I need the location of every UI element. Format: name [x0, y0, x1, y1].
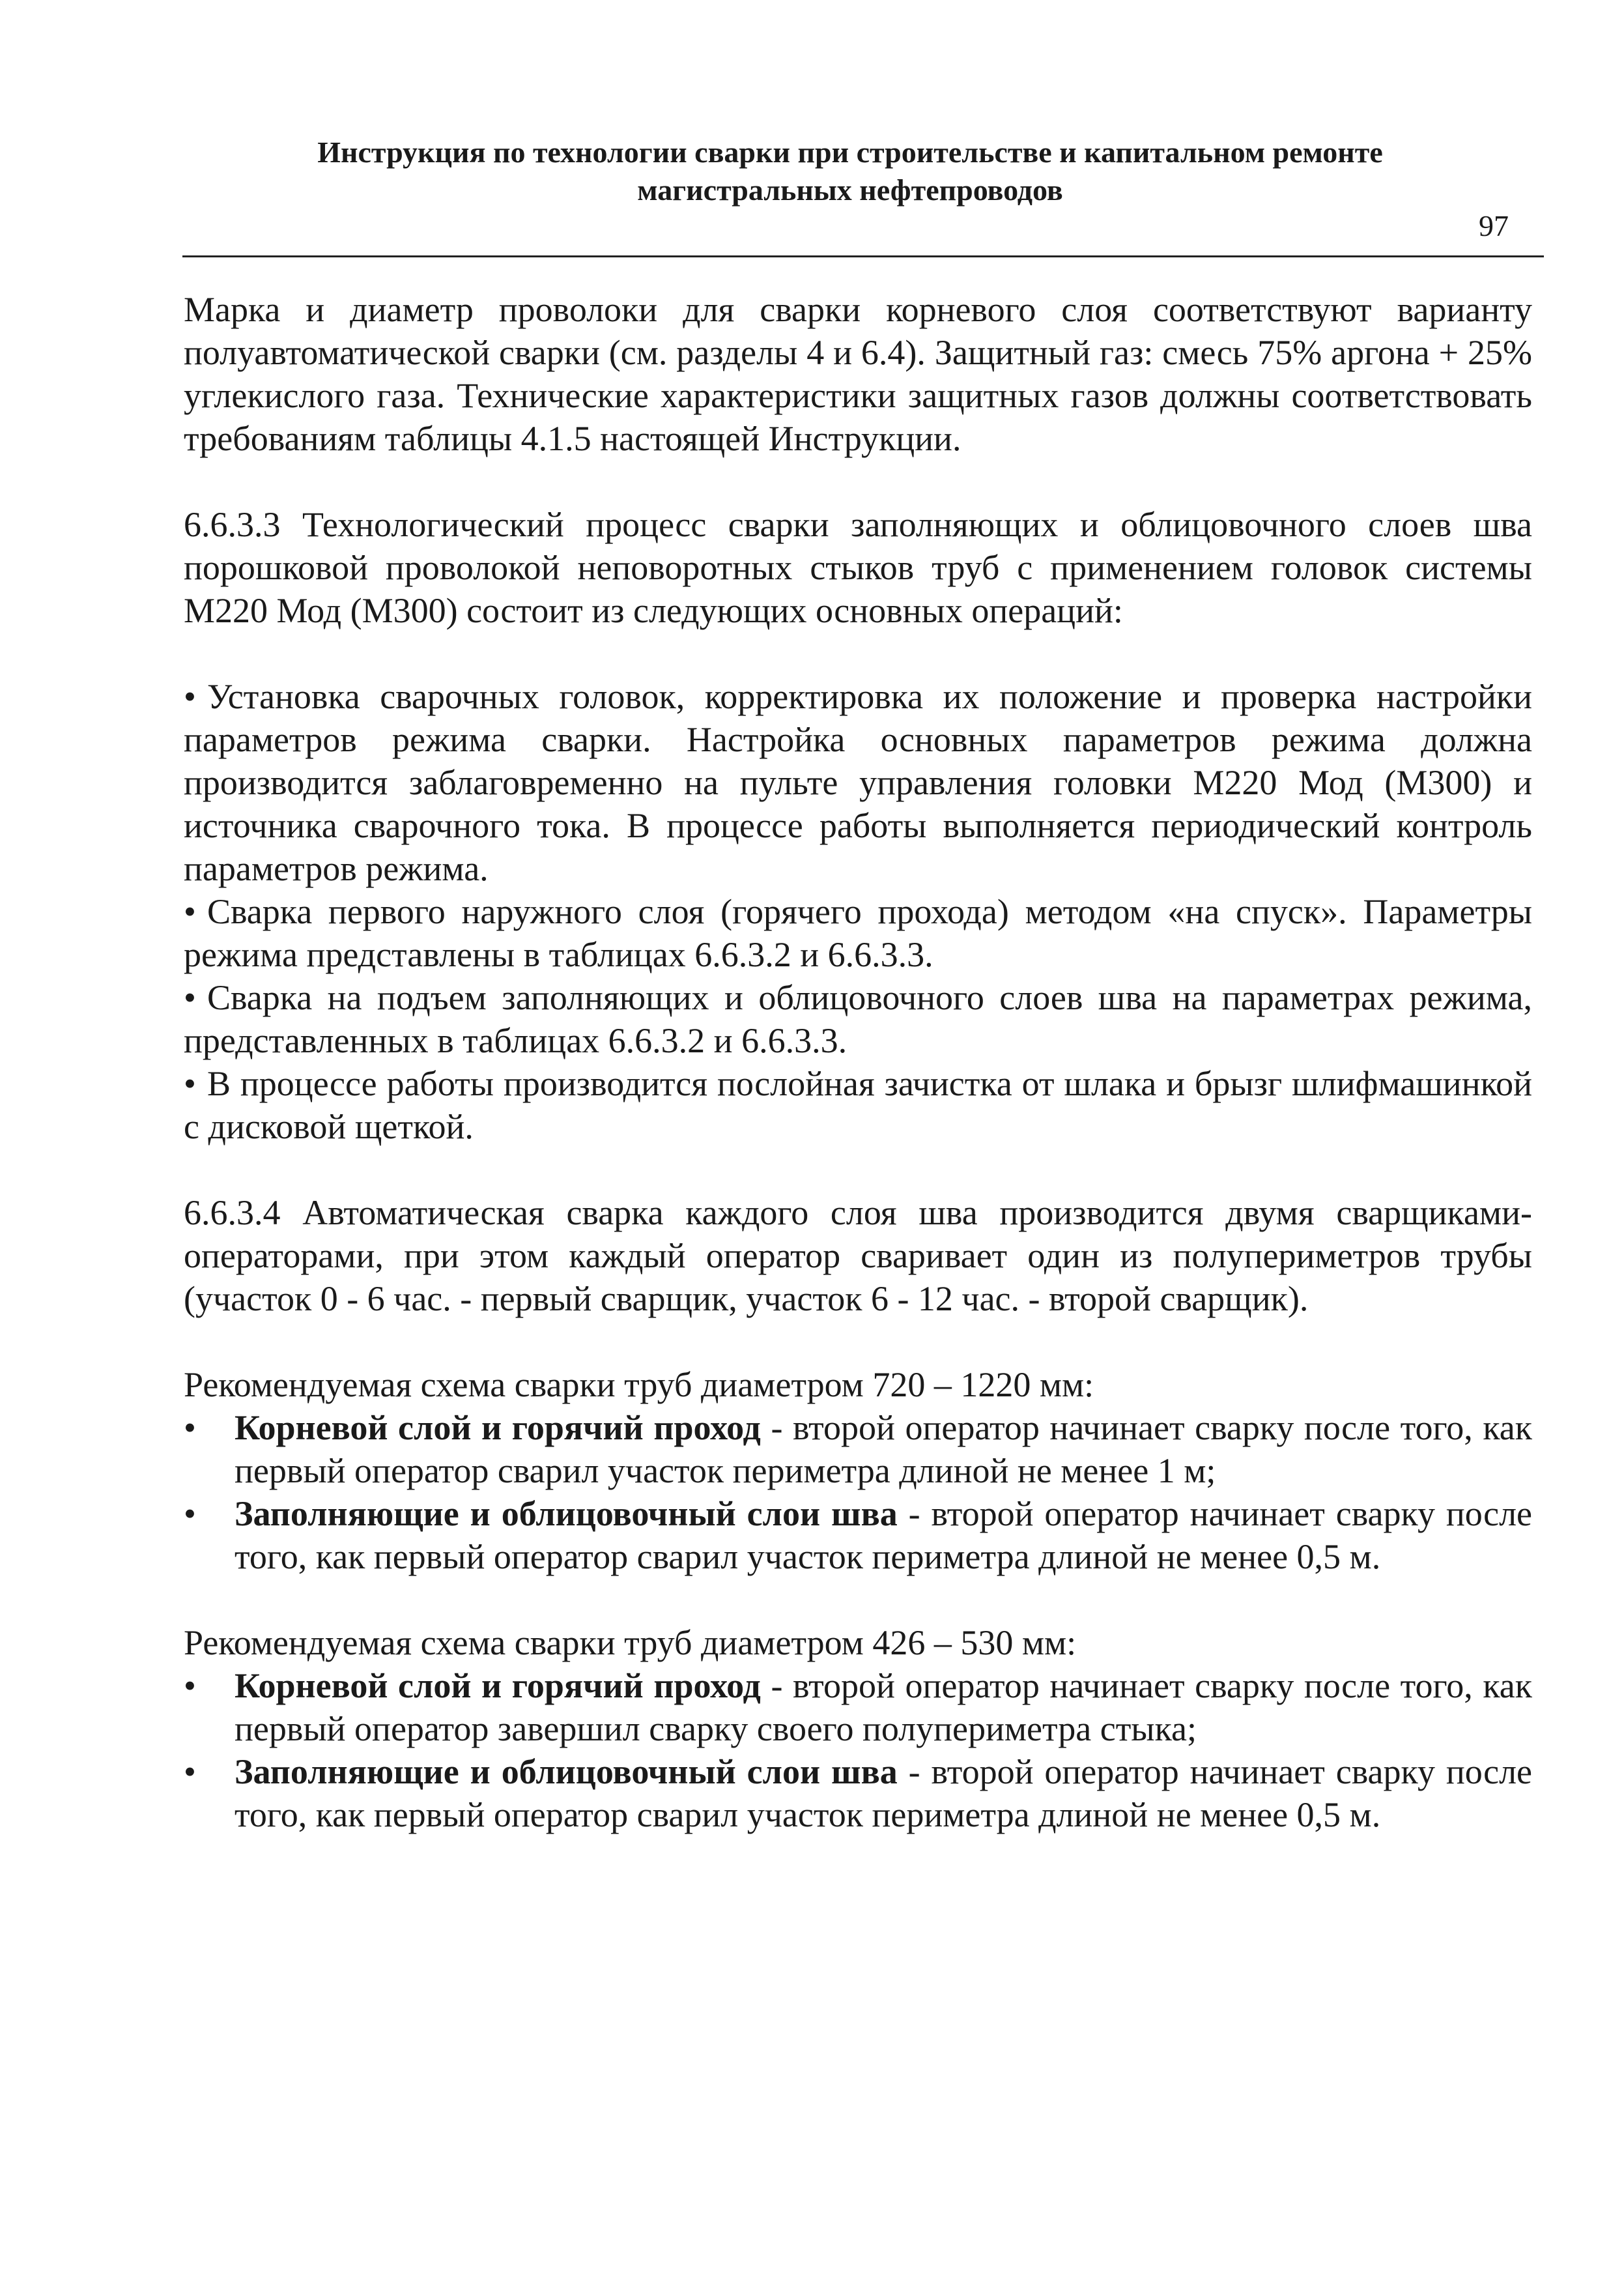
operation-text: Сварка первого наружного слоя (горячего прохода) методом «на спуск». Параметры режима представлены в таблицах 6.6.3.2 и 6.6.3.3. — [184, 892, 1532, 974]
operation-item — [184, 976, 1532, 1062]
bullet-icon: • — [184, 1064, 196, 1103]
page-number: 97 — [1479, 209, 1509, 242]
operation-item — [184, 1062, 1532, 1148]
list-item-term: Заполняющие и облицовочный слои шва — [235, 1494, 898, 1533]
list-item — [184, 1664, 1532, 1750]
operation-text: Сварка на подъем заполняющих и облицовочного слоев шва на параметрах режима, представленных в таблицах 6.6.3.2 и 6.6.3.3. — [184, 978, 1532, 1060]
scheme-720-1220-list — [184, 1406, 1532, 1578]
header-divider — [182, 255, 1544, 257]
list-item-term: Корневой слой и горячий проход — [235, 1666, 761, 1705]
list-item-text: - второй оператор начинает сварку после того, как первый оператор сварил участок периметра длиной не менее 0,5 м. — [235, 1752, 1532, 1834]
bullet-icon: • — [184, 677, 196, 716]
bullet-icon: • — [184, 1752, 196, 1791]
bullet-icon: • — [184, 1666, 196, 1705]
operation-item — [184, 675, 1532, 890]
list-item — [184, 1750, 1532, 1836]
list-item-text: - второй оператор начинает сварку после того, как первый оператор сварил участок периметра длиной не менее 0,5 м. — [235, 1494, 1532, 1576]
scheme-426-530-title: Рекомендуемая схема сварки труб диаметром 426 – 530 мм: — [184, 1623, 1077, 1662]
document-body — [184, 288, 1532, 1836]
bullet-icon: • — [184, 892, 196, 931]
bullet-icon: • — [184, 1408, 196, 1447]
list-item-text: - второй оператор начинает сварку после того, как первый оператор сварил участок периметра длиной не менее 1 м; — [235, 1408, 1532, 1490]
paragraph-wire-and-gas: Марка и диаметр проволоки для сварки корневого слоя соответствуют варианту полуавтоматической сварки (см. разделы 4 и 6.4). Защитный газ: смесь 75% аргона + 25% углекислого газа. Технические характеристики защитных газов должны соответствовать требованиям таблицы 4.1.5 настоящей Инструкции. — [184, 290, 1532, 458]
list-item-text: - второй оператор начинает сварку после того, как первый оператор завершил сварку своего полупериметра стыка; — [235, 1666, 1532, 1748]
operations-list — [184, 675, 1532, 1148]
operation-text: В процессе работы производится послойная зачистка от шлака и брызг шлифмашинкой с дисковой щеткой. — [184, 1064, 1532, 1146]
list-item-term: Заполняющие и облицовочный слои шва — [235, 1752, 898, 1791]
bullet-icon: • — [184, 1494, 196, 1533]
list-item — [184, 1492, 1532, 1578]
list-item-term: Корневой слой и горячий проход — [235, 1408, 761, 1447]
list-item — [184, 1406, 1532, 1492]
running-header — [221, 134, 1479, 209]
paragraph-6-6-3-4: 6.6.3.4 Автоматическая сварка каждого слоя шва производится двумя сварщиками-операторами, при этом каждый оператор сваривает один из полупериметров трубы (участок 0 - 6 час. - первый сварщик, участок 6 - 12 час. - второй сварщик). — [184, 1193, 1532, 1318]
operation-item — [184, 890, 1532, 976]
bullet-icon: • — [184, 978, 196, 1017]
scheme-426-530-list — [184, 1664, 1532, 1836]
paragraph-6-6-3-3: 6.6.3.3 Технологический процесс сварки заполняющих и облицовочного слоев шва порошковой проволокой неповоротных стыков труб с применением головок системы М220 Мод (М300) состоит из следующих основных операций: — [184, 505, 1532, 630]
header-title-line-2: магистральных нефтепроводов — [637, 173, 1063, 207]
scheme-720-1220-title: Рекомендуемая схема сварки труб диаметром 720 – 1220 мм: — [184, 1365, 1094, 1404]
header-title-line-1: Инструкция по технологии сварки при строительстве и капитальном ремонте — [317, 136, 1383, 169]
operation-text: Установка сварочных головок, корректировка их положение и проверка настройки параметров режима сварки. Настройка основных параметров режима должна производится заблаговременно на пульте управления головки М220 Мод (М300) и источника сварочного тока. В процессе работы выполняется периодический контроль параметров режима. — [184, 677, 1532, 888]
